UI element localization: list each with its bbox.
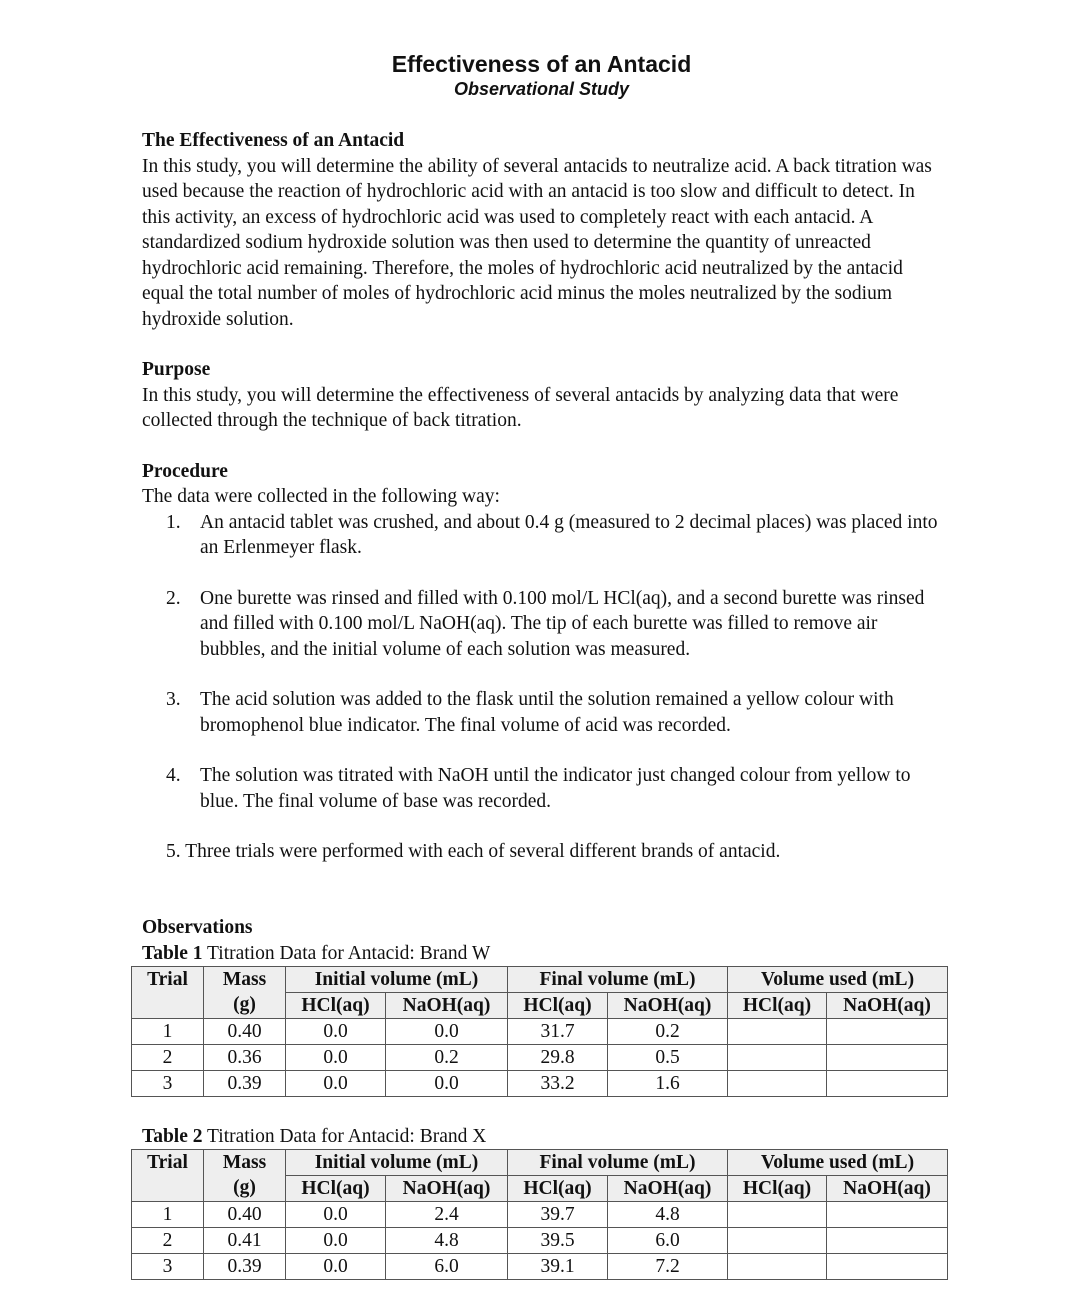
cell-trial: 2	[132, 1045, 204, 1071]
step-number: 4.	[166, 765, 181, 786]
cell-initial-hcl: 0.0	[286, 1228, 386, 1254]
cell-initial-naoh: 0.0	[386, 1071, 508, 1097]
cell-final-hcl: 39.5	[508, 1228, 608, 1254]
col-used-header: Volume used (mL)	[728, 967, 948, 993]
cell-mass: 0.40	[204, 1202, 286, 1228]
cell-mass: 0.40	[204, 1019, 286, 1045]
table-subheader-row	[132, 993, 948, 1019]
col-final-header: Final volume (mL)	[508, 1150, 728, 1176]
document-title: Effectiveness of an Antacid	[391, 51, 692, 77]
document-header	[0, 50, 1083, 100]
purpose-section	[142, 357, 942, 434]
col-initial-header: Initial volume (mL)	[286, 1150, 508, 1176]
cell-used-naoh	[827, 1045, 948, 1071]
cell-used-naoh	[827, 1228, 948, 1254]
procedure-lead: The data were collected in the following way:	[142, 486, 500, 507]
col-final-naoh: NaOH(aq)	[608, 993, 728, 1019]
observations-heading: Observations	[142, 917, 253, 938]
cell-used-hcl	[728, 1045, 827, 1071]
col-trial-header: Trial	[132, 1150, 204, 1176]
cell-initial-naoh: 0.2	[386, 1045, 508, 1071]
procedure-section	[142, 459, 942, 865]
cell-used-naoh	[827, 1019, 948, 1045]
cell-final-naoh: 4.8	[608, 1202, 728, 1228]
cell-final-hcl: 39.7	[508, 1202, 608, 1228]
col-mass-header: Mass	[204, 967, 286, 993]
col-initial-hcl: HCl(aq)	[286, 993, 386, 1019]
step-text: One burette was rinsed and filled with 0.100 mol/L HCl(aq), and a second burette was rinsed and filled with 0.100 mol/L NaOH(aq). The tip of each burette was filled to remove air bubbles, and the initial volume of each solution was measured.	[200, 587, 925, 660]
table-1-caption-text: Titration Data for Antacid: Brand W	[207, 943, 491, 964]
cell-initial-naoh: 4.8	[386, 1228, 508, 1254]
col-used-header: Volume used (mL)	[728, 1150, 948, 1176]
step-number: 1.	[166, 511, 181, 533]
col-initial-hcl: HCl(aq)	[286, 1176, 386, 1202]
table-header-row	[132, 967, 948, 993]
col-used-naoh: NaOH(aq)	[827, 1176, 948, 1202]
cell-mass: 0.39	[204, 1254, 286, 1280]
cell-final-naoh: 1.6	[608, 1071, 728, 1097]
cell-final-hcl: 39.1	[508, 1254, 608, 1280]
table-1	[131, 966, 948, 1097]
purpose-paragraph: In this study, you will determine the effectiveness of several antacids by analyzing data that were collected through the technique of back titration.	[142, 384, 899, 431]
table-header-row	[132, 1150, 948, 1176]
document-subtitle: Observational Study	[453, 79, 630, 99]
procedure-step	[142, 839, 942, 865]
step-number: 3.	[166, 689, 181, 710]
cell-final-naoh: 0.5	[608, 1045, 728, 1071]
table-1-caption	[142, 943, 490, 965]
cell-mass: 0.36	[204, 1045, 286, 1071]
step-number: 5.	[166, 841, 181, 862]
cell-used-hcl	[728, 1228, 827, 1254]
col-final-hcl: HCl(aq)	[508, 993, 608, 1019]
cell-trial: 1	[132, 1019, 204, 1045]
col-mass-header: Mass	[204, 1150, 286, 1176]
table-row	[132, 1228, 948, 1254]
step-number: 2.	[166, 587, 181, 609]
table-2-caption-text: Titration Data for Antacid: Brand X	[207, 1126, 487, 1147]
procedure-steps	[142, 510, 942, 865]
table-1-label: Table 1	[142, 943, 203, 964]
intro-paragraph: In this study, you will determine the ability of several antacids to neutralize acid. A back titration was used because the reaction of hydrochloric acid with an antacid is too slow and difficult to detect. In this activity, an excess of hydrochloric acid was used to completely react with each antacid. A standardized sodium hydroxide solution was then used to determine the quantity of unreacted hydrochloric acid remaining. Therefore, the moles of hydrochloric acid neutralized by the antacid equal the total number of moles of hydrochloric acid minus the moles neutralized by the sodium hydroxide solution.	[142, 155, 932, 330]
col-initial-header: Initial volume (mL)	[286, 967, 508, 993]
col-used-hcl: HCl(aq)	[728, 993, 827, 1019]
col-trial-subheader	[132, 993, 204, 1019]
col-trial-subheader	[132, 1176, 204, 1202]
col-mass-unit: (g)	[204, 993, 286, 1019]
col-used-naoh: NaOH(aq)	[827, 993, 948, 1019]
col-final-hcl: HCl(aq)	[508, 1176, 608, 1202]
procedure-step	[142, 687, 942, 738]
document-body	[142, 128, 942, 890]
cell-used-hcl	[728, 1254, 827, 1280]
cell-final-hcl: 33.2	[508, 1071, 608, 1097]
cell-used-hcl	[728, 1019, 827, 1045]
intro-section	[142, 128, 942, 332]
cell-initial-hcl: 0.0	[286, 1202, 386, 1228]
cell-final-naoh: 7.2	[608, 1254, 728, 1280]
cell-trial: 3	[132, 1254, 204, 1280]
cell-used-hcl	[728, 1071, 827, 1097]
cell-mass: 0.41	[204, 1228, 286, 1254]
cell-final-naoh: 0.2	[608, 1019, 728, 1045]
cell-initial-hcl: 0.0	[286, 1045, 386, 1071]
cell-used-naoh	[827, 1202, 948, 1228]
procedure-heading: Procedure	[142, 460, 228, 482]
col-initial-naoh: NaOH(aq)	[386, 1176, 508, 1202]
table-2-caption	[142, 1126, 486, 1148]
cell-final-hcl: 29.8	[508, 1045, 608, 1071]
cell-used-hcl	[728, 1202, 827, 1228]
col-used-hcl: HCl(aq)	[728, 1176, 827, 1202]
intro-heading: The Effectiveness of an Antacid	[142, 130, 405, 151]
cell-initial-naoh: 0.0	[386, 1019, 508, 1045]
purpose-heading: Purpose	[142, 359, 211, 380]
table-row	[132, 1202, 948, 1228]
col-mass-unit: (g)	[204, 1176, 286, 1202]
cell-initial-hcl: 0.0	[286, 1254, 386, 1280]
step-text: The acid solution was added to the flask until the solution remained a yellow colour with bromophenol blue indicator. The final volume of acid was recorded.	[200, 689, 894, 736]
step-text: The solution was titrated with NaOH until the indicator just changed colour from yellow to blue. The final volume of base was recorded.	[200, 765, 911, 812]
procedure-step	[142, 763, 942, 814]
cell-initial-naoh: 6.0	[386, 1254, 508, 1280]
col-trial-header: Trial	[132, 967, 204, 993]
cell-used-naoh	[827, 1254, 948, 1280]
cell-trial: 2	[132, 1228, 204, 1254]
col-final-header: Final volume (mL)	[508, 967, 728, 993]
table-2	[131, 1149, 948, 1280]
cell-mass: 0.39	[204, 1071, 286, 1097]
col-final-naoh: NaOH(aq)	[608, 1176, 728, 1202]
cell-initial-hcl: 0.0	[286, 1071, 386, 1097]
cell-initial-naoh: 2.4	[386, 1202, 508, 1228]
table-subheader-row	[132, 1176, 948, 1202]
step-text: An antacid tablet was crushed, and about 0.4 g (measured to 2 decimal places) was placed into an Erlenmeyer flask.	[200, 511, 938, 558]
cell-trial: 3	[132, 1071, 204, 1097]
table-row	[132, 1071, 948, 1097]
cell-initial-hcl: 0.0	[286, 1019, 386, 1045]
procedure-step	[142, 510, 942, 561]
cell-used-naoh	[827, 1071, 948, 1097]
table-2-label: Table 2	[142, 1126, 203, 1147]
col-initial-naoh: NaOH(aq)	[386, 993, 508, 1019]
table-row	[132, 1254, 948, 1280]
cell-final-hcl: 31.7	[508, 1019, 608, 1045]
procedure-step	[142, 586, 942, 663]
table-row	[132, 1019, 948, 1045]
table-row	[132, 1045, 948, 1071]
cell-final-naoh: 6.0	[608, 1228, 728, 1254]
cell-trial: 1	[132, 1202, 204, 1228]
step-text: Three trials were performed with each of several different brands of antacid.	[185, 841, 781, 862]
